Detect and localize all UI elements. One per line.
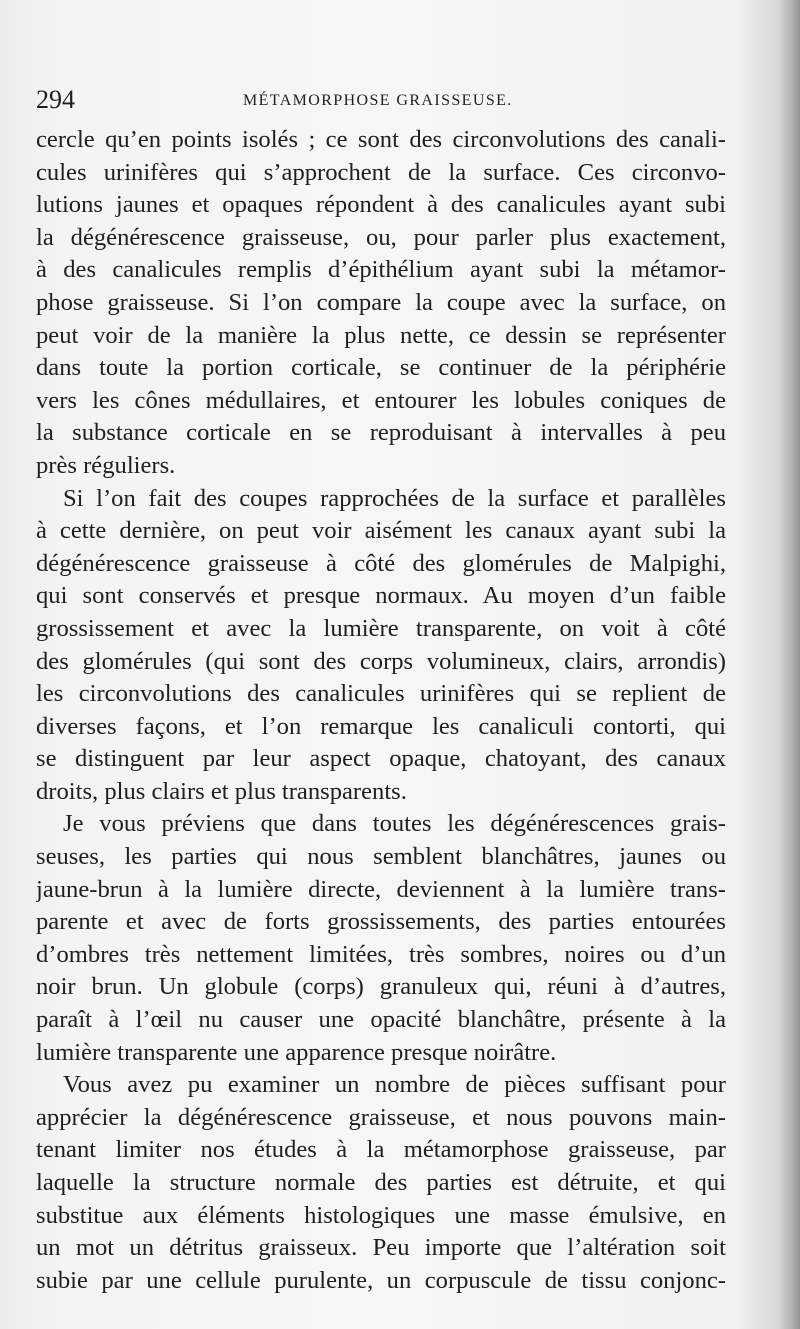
text-line: phose graisseuse. Si l’on compare la coupe avec la surface, on: [36, 288, 726, 316]
text-line: tenant limiter nos études à la métamorphose graisseuse, par: [36, 1136, 726, 1164]
text-line: un mot un détritus graisseux. Peu importe que l’altération soit: [36, 1234, 726, 1262]
text-line: Si l’on fait des coupes rapprochées de la surface et parallèles: [63, 484, 726, 512]
text-line: dégénérescence graisseuse à côté des glomérules de Malpighi,: [36, 549, 726, 577]
text-line: laquelle la structure normale des parties est détruite, et qui: [36, 1169, 726, 1196]
paragraph-4: [36, 1069, 726, 1297]
text-line: dans toute la portion corticale, se continuer de la périphérie: [36, 354, 726, 382]
text-line: diverses façons, et l’on remarque les canaliculi contorti, qui: [36, 712, 726, 740]
paragraph-2: [36, 483, 726, 809]
text-line: à des canalicules remplis d’épithélium ayant subi la métamor-: [36, 256, 726, 284]
text-line: substitue aux éléments histologiques une masse émulsive, en: [36, 1201, 726, 1229]
text-line: à cette dernière, on peut voir aisément les canaux ayant subi la: [36, 517, 726, 545]
text-line: Vous avez pu examiner un nombre de pièces suffisant pour: [63, 1071, 726, 1099]
text-line: lutions jaunes et opaques répondent à des canalicules ayant subi: [36, 191, 726, 219]
running-title: MÉTAMORPHOSE GRAISSEUSE.: [243, 92, 513, 109]
text-line: seuses, les parties qui nous semblent blanchâtres, jaunes ou: [36, 843, 726, 871]
body-text: [36, 124, 726, 1297]
text-line: paraît à l’œil nu causer une opacité blanchâtre, présente à la: [36, 1006, 726, 1034]
text-line: des glomérules (qui sont des corps volumineux, clairs, arrondis): [36, 647, 726, 675]
text-line: se distinguent par leur aspect opaque, chatoyant, des canaux: [36, 745, 726, 773]
text-line: parente et avec de forts grossissements, des parties entourées: [36, 908, 726, 936]
text-line: qui sont conservés et presque normaux. Au moyen d’un faible: [36, 582, 726, 610]
text-line: droits, plus clairs et plus transparents.: [36, 777, 407, 805]
text-line: la dégénérescence graisseuse, ou, pour parler plus exactement,: [36, 223, 726, 251]
page-header: [36, 84, 726, 118]
paragraph-1: [36, 124, 726, 483]
page-number: 294: [36, 85, 75, 114]
text-line: cercle qu’en points isolés ; ce sont des circonvolutions des canali-: [36, 126, 726, 153]
text-line: peut voir de la manière la plus nette, ce dessin se représenter: [36, 321, 726, 349]
text-line: apprécier la dégénérescence graisseuse, et nous pouvons main-: [36, 1103, 726, 1131]
text-line: subie par une cellule purulente, un corpuscule de tissu conjonc-: [36, 1266, 726, 1294]
text-line: jaune-brun à la lumière directe, deviennent à la lumière trans-: [36, 875, 726, 903]
text-line: d’ombres très nettement limitées, très sombres, noires ou d’un: [36, 940, 726, 968]
paragraph-3: [36, 808, 726, 1069]
text-line: près réguliers.: [36, 451, 176, 479]
text-line: grossissement et avec la lumière transparente, on voit à côté: [36, 614, 726, 642]
text-line: les circonvolutions des canalicules urinifères qui se replient de: [36, 680, 726, 708]
text-line: cules urinifères qui s’approchent de la surface. Ces circonvo-: [36, 158, 726, 186]
text-line: noir brun. Un globule (corps) granuleux qui, réuni à d’autres,: [36, 973, 726, 1001]
text-line: Je vous préviens que dans toutes les dégénérescences grais-: [63, 810, 726, 838]
text-line: lumière transparente une apparence presque noirâtre.: [36, 1038, 557, 1066]
text-line: la substance corticale en se reproduisant à intervalles à peu: [36, 419, 726, 447]
text-line: vers les cônes médullaires, et entourer les lobules coniques de: [36, 386, 726, 414]
